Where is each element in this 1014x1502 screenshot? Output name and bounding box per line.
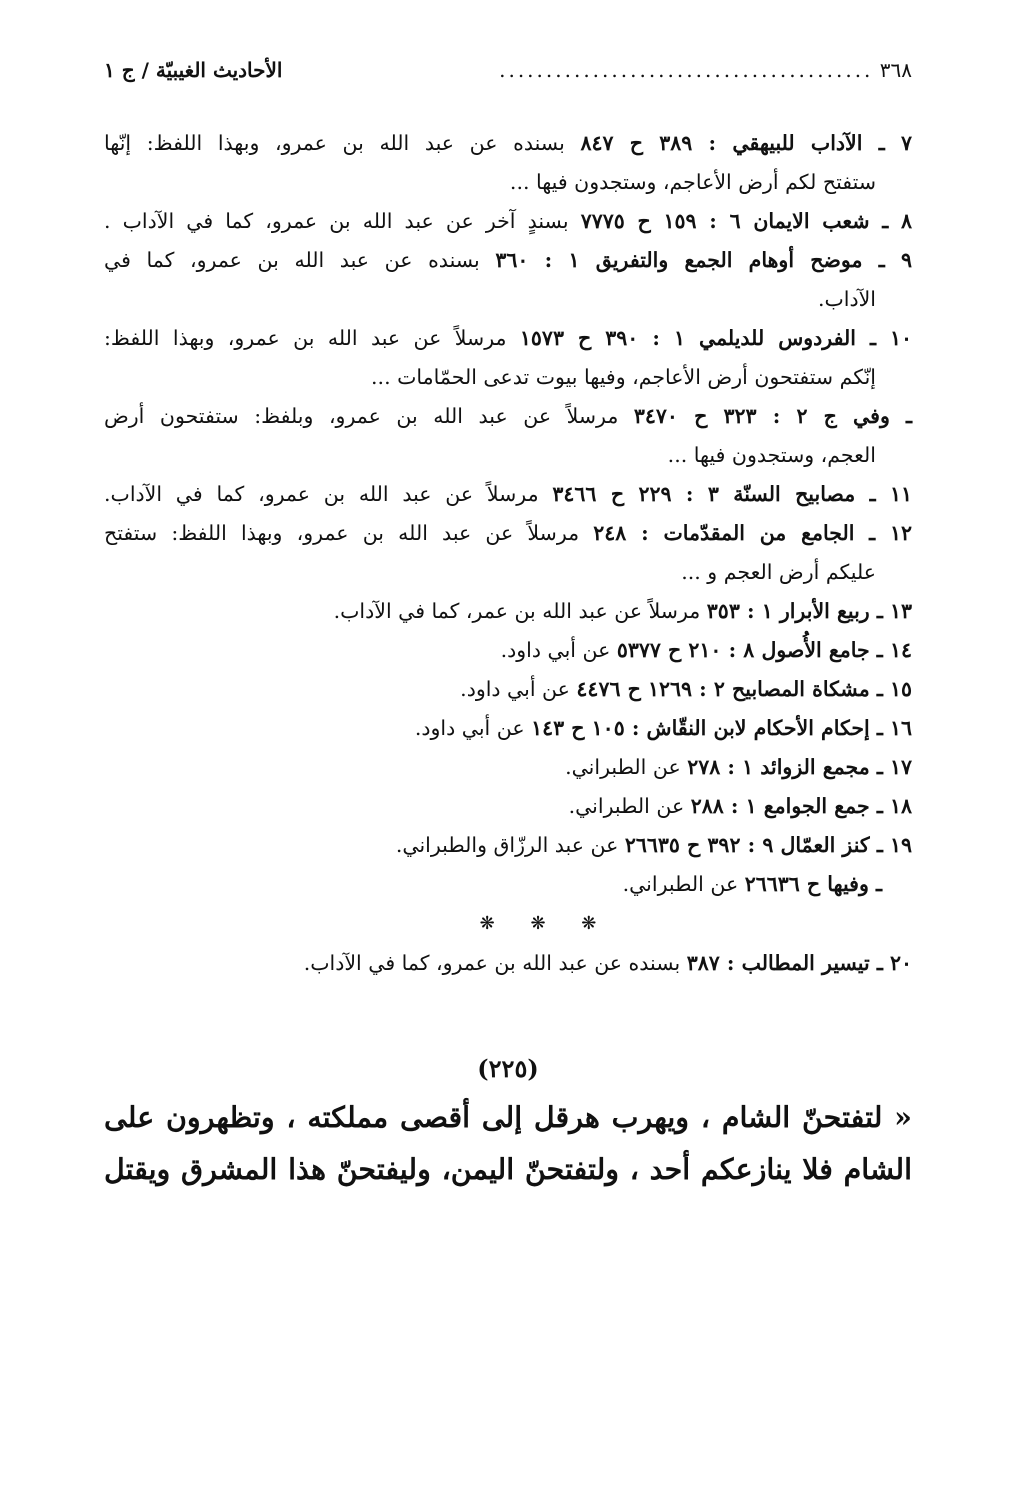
footnote-source: ـ وفي ج ٢ : ٣٢٣ ح ٣٤٧٠ [633, 404, 913, 428]
book-title: الأحاديث الغيبيّة / ج ١ [104, 58, 283, 82]
footnote-source: ١٧ ـ مجمع الزوائد ١ : ٢٧٨ [687, 755, 912, 779]
footnote-source: ١٦ ـ إحكام الأحكام لابن النقّاش : ١٠٥ ح ١٤٣ [531, 716, 912, 740]
footnote-source: ١٥ ـ مشكاة المصابيح ٢ : ١٢٦٩ ح ٤٤٧٦ [576, 677, 912, 701]
footnote-line [104, 748, 912, 787]
footnote-text: بسندٍ آخر عن عبد الله بن عمرو، كما في الآداب . [104, 209, 581, 233]
footnote-line [104, 280, 912, 319]
footnote-source: ١١ ـ مصابيح السنّة ٣ : ٢٢٩ ح ٣٤٦٦ [552, 482, 913, 506]
book-page [104, 50, 912, 1195]
footnote-text: عن الطبراني. [568, 794, 691, 818]
footnote-text: عن الطبراني. [565, 755, 688, 779]
footnote-source: ١٠ ـ الفردوس للديلمي ١ : ٣٩٠ ح ١٥٧٣ [519, 326, 913, 350]
footnote-line [104, 709, 912, 748]
footnote-text: بسنده عن عبد الله بن عمرو، كما في [104, 248, 496, 272]
footnote-line [104, 826, 912, 865]
footnote-line [104, 124, 912, 163]
footnote-text: الآداب. [817, 287, 876, 311]
footnote-text: عن عبد الرزّاق والطبراني. [395, 833, 625, 857]
footnote-text: عن أبي داود. [500, 638, 617, 662]
footnote-text: مرسلاً عن عبد الله بن عمرو، وبهذا اللفظ: [104, 326, 520, 350]
footnote-source: ١٤ ـ جامع الأُصول ٨ : ٢١٠ ح ٥٣٧٧ [616, 638, 912, 662]
footnote-line [104, 631, 912, 670]
hadith-text [104, 1091, 912, 1195]
footnote-text: عن أبي داود. [414, 716, 532, 740]
footnote-source: ١٢ ـ الجامع من المقدّمات : ٢٤٨ [593, 521, 912, 545]
footnote-line [104, 787, 912, 826]
footnote-text: العجم، وستجدون فيها ... [667, 443, 876, 467]
footnote-source: ١٨ ـ جمع الجوامع ١ : ٢٨٨ [690, 794, 912, 818]
footnote-line [104, 202, 912, 241]
footnote-text: مرسلاً عن عبد الله بن عمر، كما في الآداب. [333, 599, 707, 623]
footnote-20 [104, 944, 912, 983]
hadith-line: الشام فلا ينازعكم أحد ، ولتفتحنّ اليمن، وليفتحنّ هذا المشرق ويقتل [104, 1152, 912, 1186]
footnote-source: ١٩ ـ كنز العمّال ٩ : ٣٩٢ ح ٢٦٦٣٥ [624, 833, 912, 857]
separator-stars: ❋ ❋ ❋ [479, 913, 597, 934]
footnote-line [104, 358, 912, 397]
footnote-line [104, 514, 912, 553]
footnote-text: بسنده عن عبد الله بن عمرو، وبهذا اللفظ: إنّها [104, 131, 581, 155]
footnote-line [104, 592, 912, 631]
footnote-line [104, 163, 912, 202]
footnote-line [104, 475, 912, 514]
footnote-text: مرسلاً عن عبد الله بن عمرو، كما في الآداب. [104, 482, 553, 506]
footnote-line [104, 397, 912, 436]
footnote-source: ٩ ـ موضح أوهام الجمع والتفريق ١ : ٣٦٠ [495, 248, 912, 272]
footnote-text: إنّكم ستفتحون أرض الأعاجم، وفيها بيوت تدعى الحمّامات ... [371, 365, 876, 389]
footnote-line [104, 553, 912, 592]
footnote-line [104, 670, 912, 709]
footnote-text: مرسلاً عن عبد الله بن عمرو، وبلفظ: ستفتحون أرض [104, 404, 634, 428]
footnotes [104, 124, 912, 904]
footnote-line [104, 436, 912, 475]
footnote-source: ٧ ـ الآداب للبيهقي : ٣٨٩ ح ٨٤٧ [580, 131, 912, 155]
footnote-text: بسنده عن عبد الله بن عمرو، كما في الآداب. [303, 951, 687, 975]
footnote-line [104, 319, 912, 358]
footnote-text: مرسلاً عن عبد الله بن عمرو، وبهذا اللفظ: ستفتح [104, 521, 594, 545]
footnote-text: ستفتح لكم أرض الأعاجم، وستجدون فيها ... [509, 170, 876, 194]
leader-dots: ........................................ [499, 58, 874, 82]
footnote-source: ـ وفيها ح ٢٦٦٣٦ [744, 872, 882, 896]
footnote-text: عن الطبراني. [622, 872, 745, 896]
footnote-source: ١٣ ـ ربيع الأبرار ١ : ٣٥٣ [706, 599, 912, 623]
footnote-source: ٨ ـ شعب الايمان ٦ : ١٥٩ ح ٧٧٧٥ [580, 209, 913, 233]
running-header [104, 50, 912, 90]
footnote-text: عن أبي داود. [460, 677, 577, 701]
footnote-source: ٢٠ ـ تيسير المطالب : ٣٨٧ [686, 951, 912, 975]
hadith-number: (٢٢٥) [477, 1054, 539, 1083]
page-number: ٣٦٨ [879, 58, 912, 82]
footnote-line [104, 865, 912, 904]
footnote-line [104, 241, 912, 280]
hadith-line: « لتفتحنّ الشام ، ويهرب هرقل إلى أقصى مملكته ، وتظهرون على [104, 1100, 912, 1134]
footnote-text: عليكم أرض العجم و ... [681, 560, 876, 584]
